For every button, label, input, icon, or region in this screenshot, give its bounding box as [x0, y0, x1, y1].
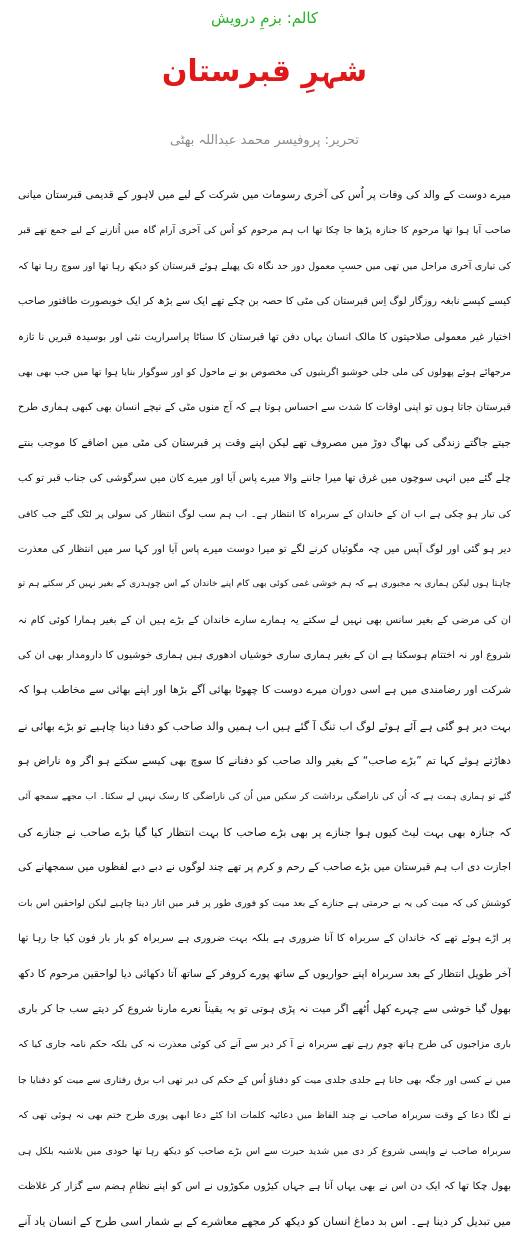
article-line: کی تیاری آخری مراحل میں تھی میں حسبِ معمول دور حد نگاہ تک پھیلے ہوئے قبرستان کو دیکھ رہا تھا اور سوچ رہا تھا کہ [18, 260, 511, 272]
article-line: باری مزاجیوں کی طرح ہاتھ چوم رہے تھے سربراہ نے آ کر دیر سے آنے کی کوئی معذرت نہ کی بلکہ حکم نامہ جاری کیا کہ [18, 1039, 511, 1051]
article-line: بھول گیا خوشی سے چہرے کھل اُٹھے اگر میت نہ پڑی ہوتی تو یہ یقیناً نعرے مارنا شروع کر دیتے سب جا کر باری [18, 1002, 511, 1015]
article-header [0, 0, 529, 180]
article-line: کوشش کی کہ میت کی یہ بے حرمتی ہے جنازے کے بعد میت کو فوری طور پر قبر میں اتار دینا چاہیے لیکن لواحقین اس بات [18, 897, 511, 909]
article-line: بھول چکا تھا کہ ایک دن اس نے بھی یہاں آنا ہے جہاں کیڑوں مکوڑوں نے اس کو اپنے نظامِ ہضم سے گزار کر غلاظت [18, 1180, 511, 1192]
article-line: سربراہ صاحب نے واپسی شروع کر دی میں شدید حیرت سے اس بڑے صاحب کو دیکھ رہا تھا خودی میں بلاشبہ بلکل ہی [18, 1145, 511, 1157]
article-line: گئے تو ہماری ہمت ہے کہ اُن کی ناراضگی برداشت کر سکیں میں اُن کی ناراضگی کا رسک نہیں لے سکتا۔ اب مجھے سمجھ آئی [18, 791, 511, 802]
article-line: کیسے کیسے نابغہ روزگار لوگ اِس قبرستان کی مٹی کا حصہ بن چکے تھے ایک سے بڑھ کر ایک خوبصورت طاقتور صاحب [18, 296, 511, 308]
article-line: چاہتا ہوں لیکن ہماری یہ مجبوری ہے کہ ہم خوشی غمی کوئی بھی کام اپنے خاندان کے اس چوہدری کے بغیر نہیں کر سکتے ہم تو [18, 579, 511, 590]
page-title: شہرِ قبرستان [161, 54, 368, 89]
article-line: صاحب آیا ہوا تھا مرحوم کا جنازہ پڑھا جا چکا تھا اب ہم مرحوم کو اُس کی آخری آرام گاہ میں اُتارنے کے لیے جمع تھے قبر [18, 225, 511, 237]
article-line: کہ جنازہ بھی بہت لیٹ کیوں ہوا جنازے پر بھی بڑے صاحب کا بہت انتظار کیا گیا بڑے صاحب نے جنازے کی [18, 826, 511, 840]
article-line: دھاڑتے ہوئے کہا تم ”بڑے صاحب“ کے بغیر والد صاحب کو دفنانے کا سوچ بھی کیسے سکتے ہو اگر وہ ناراض ہو [18, 755, 511, 768]
article-line: ان کی مرضی کے بغیر سانس بھی نہیں لے سکتے یہ ہمارے سارے خاندان کے بڑے ہیں ان کے بغیر ہمارا کوئی کام نہ [18, 614, 511, 626]
article-body [18, 178, 511, 1240]
article-line: آخر طویل انتظار کے بعد سربراہ اپنے حواریوں کے ساتھ پورے کروفر کے ساتھ آتا دکھائی دیا لواحقین مرحوم کا دکھ [18, 967, 511, 980]
article-line: بہت دیر ہو گئی ہے آئے ہوئے لوگ اب تنگ آ گئے ہیں اب ہمیں والد صاحب کو دفنا دینا چاہیے تو بڑے بھائی نے [18, 719, 511, 733]
article-line: دیر ہو گئی اور لوگ آپس میں چہ مگوئیاں کرنے لگے تو میرا دوست میرے پاس آیا اور کہا سر میں انتظار کی معذرت [18, 543, 511, 555]
article-line: اجازت دی اب ہم قبرستان میں بڑے صاحب کے رحم و کرم پر تھے چند لوگوں نے دبے دبے لفظوں میں سمجھانے کی [18, 861, 511, 874]
article-line: مرجھائے ہوئے پھولوں کی ملی جلی خوشبو اگربتیوں کی مخصوص بو نے ماحول کو اور سوگوار بنایا ہوا تھا میں جب بھی بھی [18, 366, 511, 378]
article-line: اختیار غیر معمولی صلاحیتوں کا مالک انسان یہاں دفن تھا قبرستان کا سناٹا پراسراریت نئی اور بوسیدہ قبریں نا تازہ [18, 331, 511, 343]
article-line: قبرستان جاتا ہوں تو اپنی اوقات کا شدت سے احساس ہوتا ہے کہ آج منوں مٹی کے نیچے انسان بھی کبھی ہماری طرح [18, 402, 511, 414]
column-label: کالم: بزمِ درویش [210, 9, 319, 27]
article-line: نے لگا دعا کے وقت سربراہ صاحب نے چند الفاظ میں دعائیہ کلمات ادا کئے دعا ابھی پوری طرح ختم بھی نہ ہوئی تھی کہ [18, 1110, 511, 1122]
article-line: شروع اور نہ اختتام ہوسکتا ہے ان کے بغیر ہماری ساری خوشیاں ادھوری ہیں ہماری خوشیوں کا دارومدار بھی ان کی [18, 650, 511, 662]
author-byline: تحریر: پروفیسر محمد عبداللہ بھٹی [170, 133, 359, 148]
article-line: شرکت اور رضامندی میں ہے اسی دوران میرے دوست کا چھوٹا بھائی آگے بڑھا اور اپنے بھائی سے مخاطب ہوا کہ [18, 684, 511, 697]
article-line: میں تبدیل کر دینا ہے۔ اس بد دماغ انسان کو دیکھ کر مجھے معاشرے کے بے شمار اسی طرح کے انسان یاد آنے [18, 1215, 511, 1229]
article-line: چلے گئے میں انہی سوچوں میں غرق تھا میرا جاننے والا میرے پاس آیا اور میرے کان میں سرگوشی کی جناب قبر تو کب [18, 473, 511, 485]
article-line: پر اڑے ہوئے تھے کہ خاندان کے سربراہ کا آنا ضروری ہے بلکہ بہت ضروری ہے سربراہ کو بار بار فون کیا جا رہا تھا [18, 933, 511, 945]
article-line: جیتے جاگتے زندگی کی بھاگ دوڑ میں مصروف تھے لیکن اپنے وقت پر قبرستان کی مٹی میں اضافے کا موجب بنتے [18, 436, 511, 449]
article-line: میرے دوست کے والد کی وفات پر اُس کی آخری رسومات میں شرکت کے لیے میں لاہور کے قدیمی قبرستان میانی [18, 189, 511, 201]
article-line: کی تیار ہو چکی ہے اب ان کے خاندان کے سربراہ کا انتظار ہے۔ اب ہم سب لوگ انتظار کی سولی پر لٹک گئے جب کافی [18, 508, 511, 520]
article-line: میں نے کسی اور جگہ بھی جانا ہے جلدی جلدی میت کو دفناؤ اُس کے حکم کی دیر تھی اب برق رفتاری سے میت کو دفنایا جا [18, 1074, 511, 1086]
